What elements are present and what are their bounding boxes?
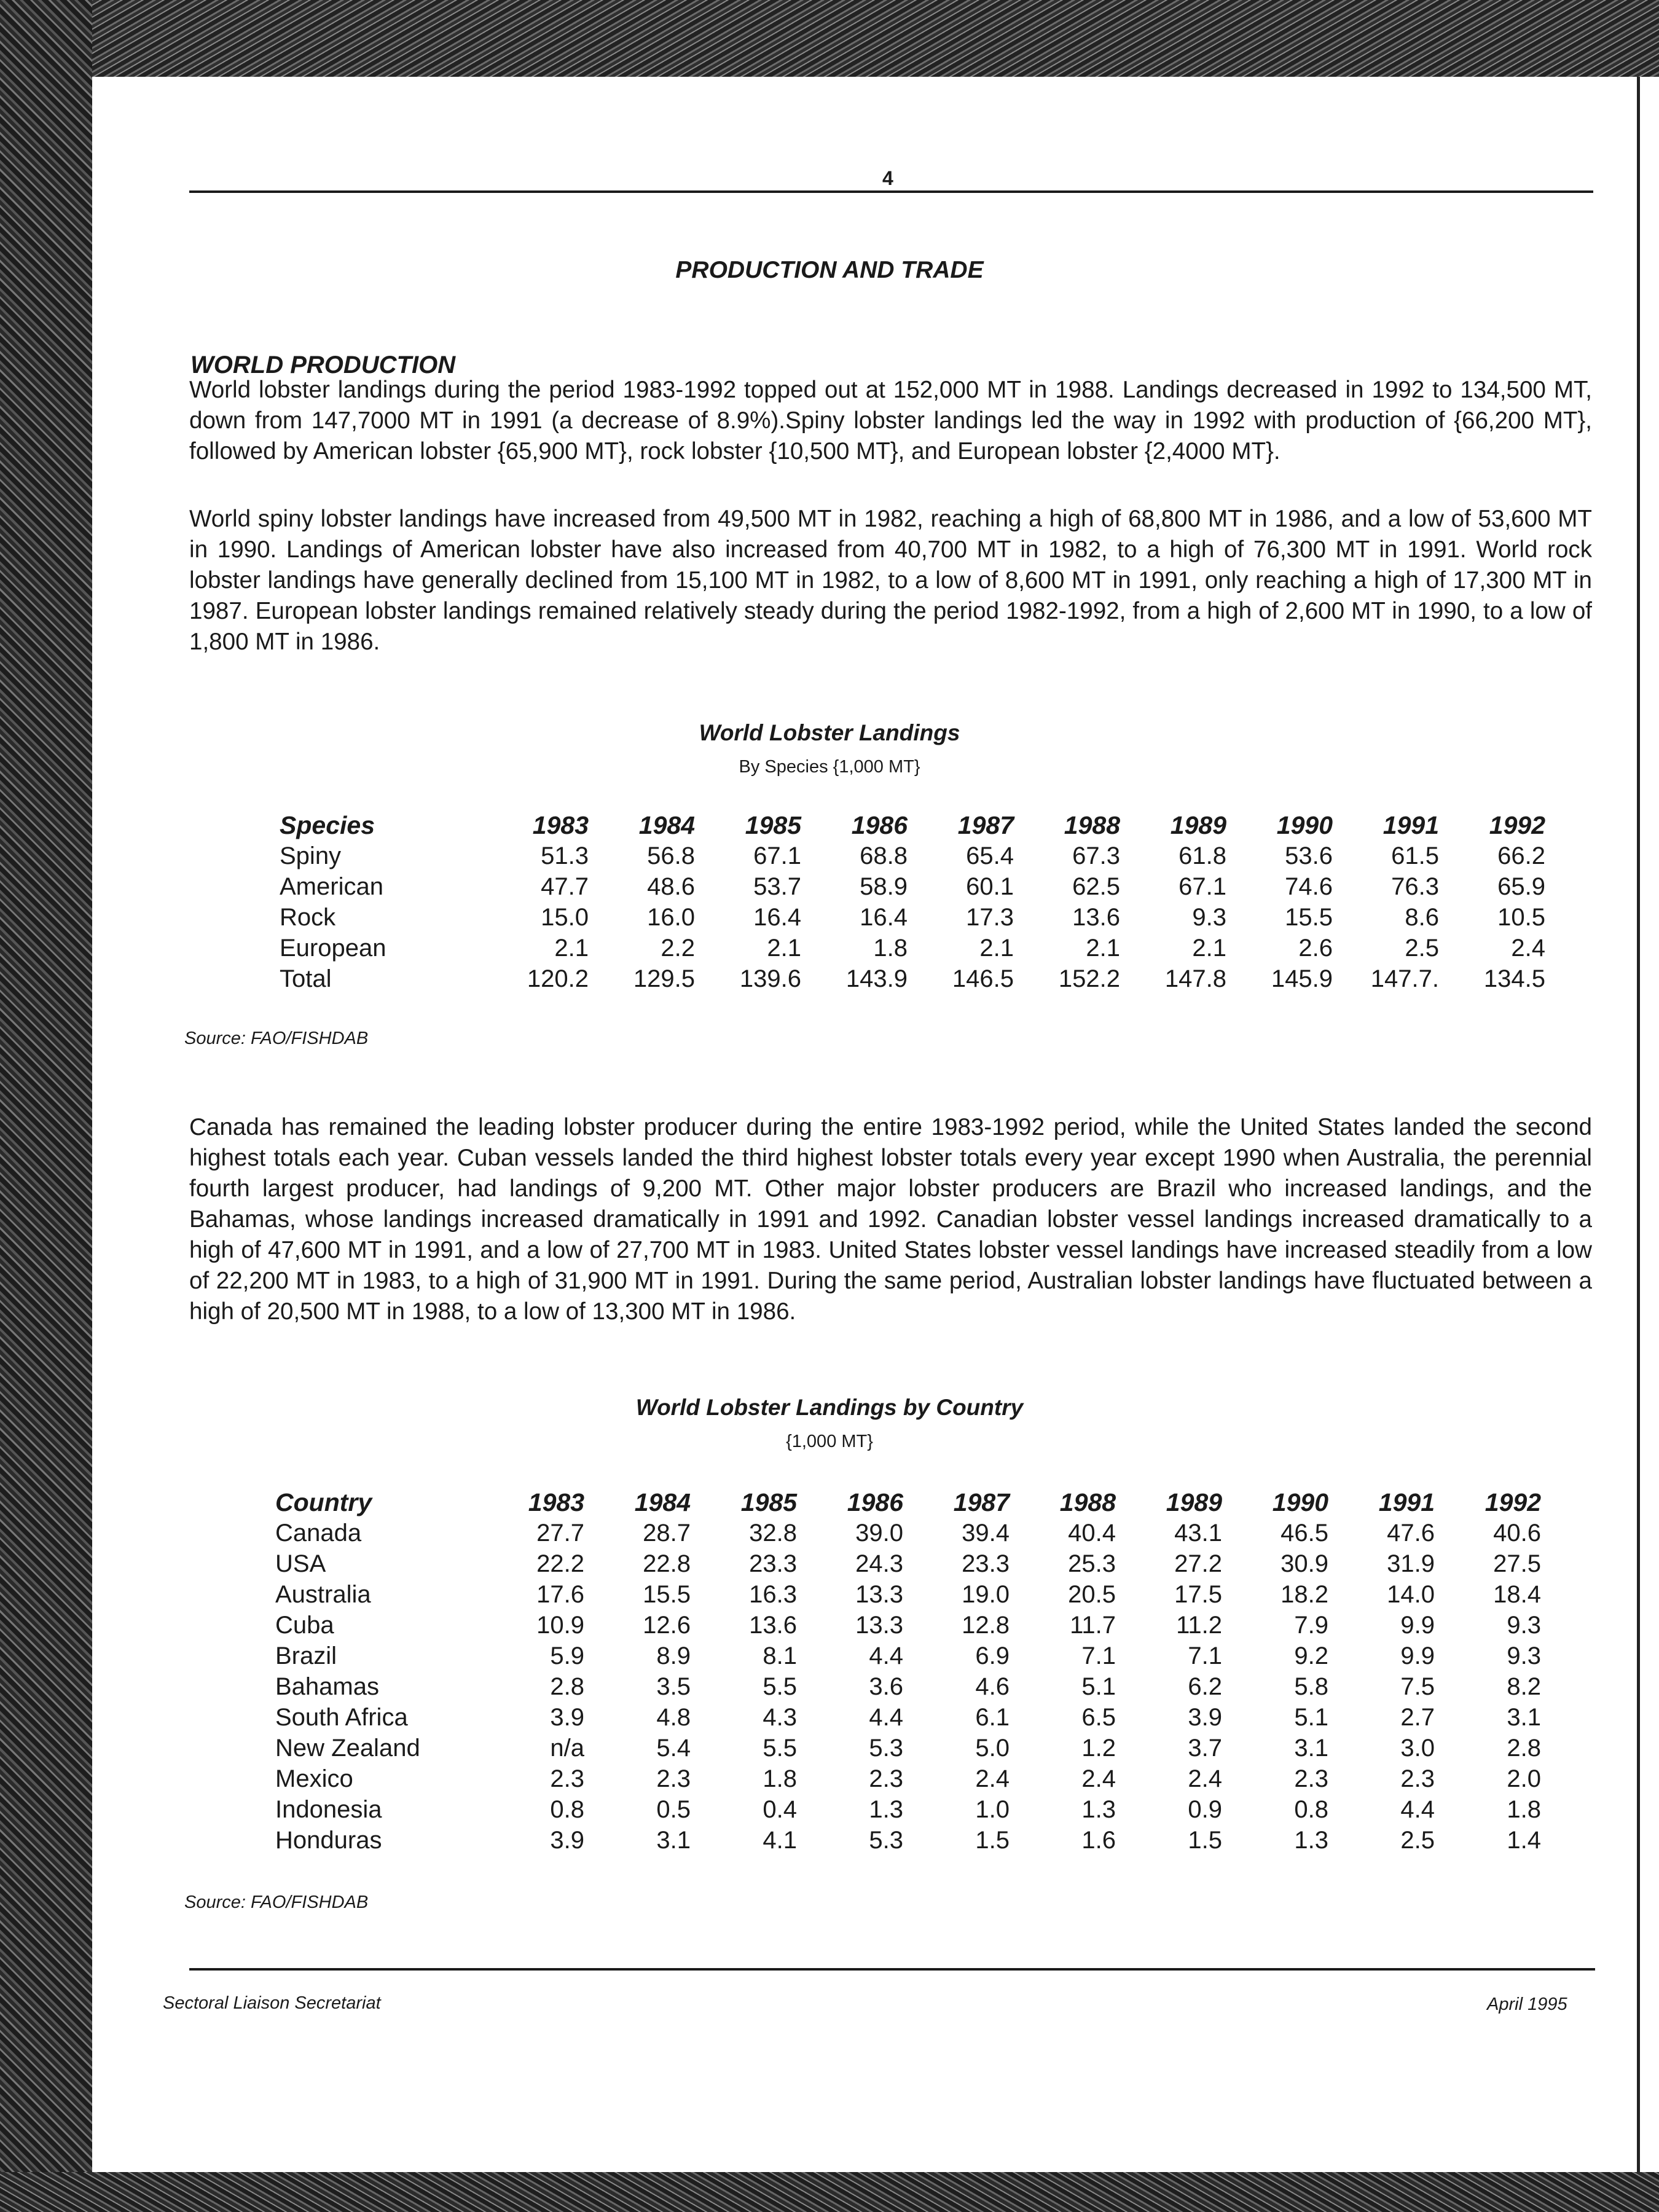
table-cell: 1.8	[873, 935, 908, 962]
table-row	[275, 1733, 1541, 1763]
table-row	[275, 1610, 1541, 1641]
table-cell: 9.2	[1294, 1642, 1328, 1669]
table-cell: 47.6	[1387, 1520, 1435, 1547]
table-cell: 27.2	[1174, 1550, 1222, 1577]
table-cell: 146.5	[952, 965, 1014, 992]
row-label: European	[280, 935, 386, 962]
table-row	[280, 871, 1545, 902]
row-label: Mexico	[275, 1765, 353, 1792]
table-cell: 9.9	[1400, 1612, 1435, 1639]
table-cell: 24.3	[855, 1550, 903, 1577]
column-header-year: 1984	[638, 811, 695, 839]
table-cell: 1.8	[1507, 1796, 1541, 1823]
table-cell: 1.0	[975, 1796, 1010, 1823]
table-cell: 3.1	[1294, 1735, 1328, 1762]
table-cell: 2.1	[1086, 935, 1120, 962]
table-row	[280, 902, 1545, 933]
table-cell: 67.3	[1072, 842, 1120, 869]
table-cell: 67.1	[1179, 873, 1226, 900]
table-cell: 1.5	[1188, 1827, 1222, 1854]
table-row	[280, 841, 1545, 871]
table-cell: 22.8	[643, 1550, 691, 1577]
table-cell: 30.9	[1281, 1550, 1328, 1577]
table-cell: 27.7	[536, 1520, 584, 1547]
table-row	[275, 1548, 1541, 1579]
table-cell: 61.5	[1391, 842, 1439, 869]
column-header-year: 1988	[1059, 1488, 1116, 1516]
table-cell: 7.5	[1400, 1673, 1435, 1700]
table-cell: 17.5	[1174, 1581, 1222, 1608]
table-cell: 0.9	[1188, 1796, 1222, 1823]
scan-border-top	[0, 0, 1659, 77]
table-cell: 61.8	[1179, 842, 1226, 869]
table-cell: 11.2	[1176, 1612, 1222, 1639]
table-cell: 51.3	[541, 842, 589, 869]
table-cell: 3.1	[1507, 1704, 1541, 1731]
table-cell: 0.5	[656, 1796, 691, 1823]
row-label: Rock	[280, 904, 336, 931]
table-cell: 66.2	[1497, 842, 1545, 869]
table-cell: 9.3	[1507, 1642, 1541, 1669]
table-cell: 152.2	[1058, 965, 1120, 992]
table-cell: 8.9	[656, 1642, 691, 1669]
table-row	[280, 963, 1545, 994]
table-cell: 4.4	[869, 1642, 903, 1669]
table-cell: 2.4	[1081, 1765, 1116, 1792]
table-cell: 2.3	[1294, 1765, 1328, 1792]
table-cell: 25.3	[1068, 1550, 1116, 1577]
table-cell: 2.6	[1298, 935, 1333, 962]
header-rule	[189, 190, 1593, 193]
table-cell: 4.1	[763, 1827, 797, 1854]
table-cell: 9.3	[1192, 904, 1226, 931]
table-row	[280, 933, 1545, 963]
table-cell: 5.1	[1081, 1673, 1116, 1700]
table-cell: 39.0	[855, 1520, 903, 1547]
table-cell: 17.3	[966, 904, 1014, 931]
table-cell: 139.6	[739, 965, 801, 992]
table-cell: 60.1	[966, 873, 1014, 900]
table-cell: 8.1	[763, 1642, 797, 1669]
table-row	[275, 1702, 1541, 1733]
table-cell: 46.5	[1281, 1520, 1328, 1547]
table-cell: 18.2	[1281, 1581, 1328, 1608]
table-cell: 48.6	[647, 873, 695, 900]
table-cell: 2.1	[554, 935, 589, 962]
table-cell: 2.3	[656, 1765, 691, 1792]
table-cell: 4.8	[656, 1704, 691, 1731]
table-cell: 7.1	[1188, 1642, 1222, 1669]
scan-border-bottom	[0, 2172, 1659, 2212]
table-cell: 5.3	[869, 1735, 903, 1762]
table-row	[275, 1825, 1541, 1856]
row-label: American	[280, 873, 383, 900]
table-cell: 3.9	[550, 1827, 584, 1854]
table-cell: 2.4	[975, 1765, 1010, 1792]
row-label: South Africa	[275, 1704, 408, 1731]
table-cell: 18.4	[1493, 1581, 1541, 1608]
table-cell: 76.3	[1391, 873, 1439, 900]
column-header-year: 1992	[1484, 1488, 1541, 1516]
table-cell: n/a	[550, 1735, 584, 1762]
table-cell: 6.5	[1081, 1704, 1116, 1731]
footer-rule	[189, 1968, 1595, 1971]
species-table-subtitle: By Species {1,000 MT}	[739, 757, 920, 777]
table-cell: 3.9	[550, 1704, 584, 1731]
table-cell: 2.1	[979, 935, 1014, 962]
column-header-year: 1983	[528, 1488, 584, 1516]
table-cell: 31.9	[1387, 1550, 1435, 1577]
table-cell: 2.8	[550, 1673, 584, 1700]
table-cell: 15.5	[643, 1581, 691, 1608]
table-cell: 19.0	[962, 1581, 1010, 1608]
row-label: Brazil	[275, 1642, 337, 1669]
row-label: New Zealand	[275, 1735, 420, 1762]
table-cell: 1.3	[869, 1796, 903, 1823]
table-cell: 13.3	[855, 1612, 903, 1639]
table-cell: 5.1	[1294, 1704, 1328, 1731]
table-cell: 0.8	[1294, 1796, 1328, 1823]
table-cell: 74.6	[1285, 873, 1333, 900]
footer-date: April 1995	[1487, 1994, 1567, 2014]
table-cell: 3.9	[1188, 1704, 1222, 1731]
table-cell: 23.3	[749, 1550, 797, 1577]
table-cell: 5.8	[1294, 1673, 1328, 1700]
table-cell: 2.1	[1192, 935, 1226, 962]
table-header-row	[275, 1487, 1541, 1518]
table-cell: 2.5	[1405, 935, 1439, 962]
table-row	[275, 1579, 1541, 1610]
column-header-year: 1985	[740, 1488, 797, 1516]
table-cell: 5.5	[763, 1735, 797, 1762]
table-cell: 2.4	[1511, 935, 1545, 962]
column-header-year: 1984	[634, 1488, 691, 1516]
table-row	[275, 1518, 1541, 1548]
table-cell: 4.4	[1400, 1796, 1435, 1823]
table-cell: 17.6	[536, 1581, 584, 1608]
paragraph-country-trends: Canada has remained the leading lobster producer during the entire 1983-1992 period, while the United States landed the second highest totals each year. Cuban vessels landed the third highest lobster totals every year except 1990 when Australia, the perennial fourth largest producer, had landings of 9,200 MT. Other major lobster producers are Brazil who increased landings, and the Bahamas, whose landings increased dramatically in 1991 and 1992. Canadian lobster vessel landings increased dramatically to a high of 47,600 MT in 1991, and a low of 27,700 MT in 1983. United States lobster vessel landings have increased steadily from a low of 22,200 MT in 1983, to a high of 31,900 MT in 1991. During the same period, Australian lobster landings have fluctuated between a high of 20,500 MT in 1988, to a low of 13,300 MT in 1986.	[189, 1114, 1592, 1325]
subheading-world-production: WORLD PRODUCTION	[190, 351, 456, 378]
table-cell: 2.5	[1400, 1827, 1435, 1854]
table-cell: 53.6	[1285, 842, 1333, 869]
table-cell: 6.9	[975, 1642, 1010, 1669]
table-cell: 3.1	[656, 1827, 691, 1854]
table-cell: 13.6	[1072, 904, 1120, 931]
table-cell: 9.3	[1507, 1612, 1541, 1639]
table-cell: 134.5	[1483, 965, 1545, 992]
table-cell: 7.1	[1081, 1642, 1116, 1669]
table-cell: 0.4	[763, 1796, 797, 1823]
row-label: Honduras	[275, 1827, 382, 1854]
table-cell: 1.8	[763, 1765, 797, 1792]
table-cell: 147.8	[1164, 965, 1226, 992]
table-cell: 56.8	[647, 842, 695, 869]
column-header-year: 1988	[1064, 811, 1120, 839]
table-cell: 16.4	[860, 904, 908, 931]
table-cell: 1.6	[1081, 1827, 1116, 1854]
table-cell: 47.7	[541, 873, 589, 900]
column-header-year: 1987	[957, 811, 1014, 839]
table-cell: 1.3	[1081, 1796, 1116, 1823]
column-header-year: 1991	[1382, 811, 1439, 839]
table-cell: 68.8	[860, 842, 908, 869]
column-header-year: 1986	[851, 811, 908, 839]
table-cell: 3.0	[1400, 1735, 1435, 1762]
table-cell: 2.4	[1188, 1765, 1222, 1792]
row-label: Total	[280, 965, 332, 992]
country-table-source: Source: FAO/FISHDAB	[184, 1892, 369, 1912]
column-header-year: 1989	[1170, 811, 1226, 839]
table-cell: 11.7	[1070, 1612, 1116, 1639]
table-cell: 5.4	[656, 1735, 691, 1762]
table-header-row	[280, 810, 1545, 841]
row-label: Cuba	[275, 1612, 334, 1639]
table-cell: 4.4	[869, 1704, 903, 1731]
row-label: Spiny	[280, 842, 342, 869]
table-cell: 65.9	[1497, 873, 1545, 900]
table-cell: 40.6	[1493, 1520, 1541, 1547]
table-cell: 3.5	[656, 1673, 691, 1700]
row-label: Indonesia	[275, 1796, 382, 1823]
table-cell: 10.9	[536, 1612, 584, 1639]
table-row	[275, 1671, 1541, 1702]
table-cell: 12.8	[962, 1612, 1010, 1639]
scan-border-left	[0, 0, 92, 2212]
table-cell: 1.2	[1081, 1735, 1116, 1762]
country-table-title: World Lobster Landings by Country	[635, 1395, 1024, 1420]
column-header-year: 1990	[1272, 1488, 1328, 1516]
table-cell: 65.4	[966, 842, 1014, 869]
column-header-year: 1987	[953, 1488, 1010, 1516]
table-cell: 58.9	[860, 873, 908, 900]
species-table-source: Source: FAO/FISHDAB	[184, 1029, 369, 1048]
table-cell: 16.0	[647, 904, 695, 931]
table-cell: 28.7	[643, 1520, 691, 1547]
scan-border-right	[1637, 77, 1640, 2172]
species-table-title: World Lobster Landings	[699, 720, 960, 745]
table-cell: 5.3	[869, 1827, 903, 1854]
table-row	[275, 1641, 1541, 1671]
table-row	[275, 1763, 1541, 1794]
footer-organization: Sectoral Liaison Secretariat	[163, 1993, 381, 2013]
table-cell: 5.9	[550, 1642, 584, 1669]
table-cell: 6.2	[1188, 1673, 1222, 1700]
row-label: Canada	[275, 1520, 362, 1547]
column-header-year: 1992	[1489, 811, 1545, 839]
table-cell: 8.6	[1405, 904, 1439, 931]
table-cell: 13.6	[749, 1612, 797, 1639]
table-cell: 1.4	[1507, 1827, 1541, 1854]
table-cell: 32.8	[749, 1520, 797, 1547]
row-label: USA	[275, 1550, 326, 1577]
table-cell: 143.9	[845, 965, 908, 992]
table-cell: 16.4	[753, 904, 801, 931]
table-cell: 9.9	[1400, 1642, 1435, 1669]
table-cell: 3.7	[1188, 1735, 1222, 1762]
table-cell: 14.0	[1387, 1581, 1435, 1608]
table-cell: 20.5	[1068, 1581, 1116, 1608]
table-cell: 147.7.	[1370, 965, 1439, 992]
table-cell: 2.0	[1507, 1765, 1541, 1792]
table-cell: 2.3	[869, 1765, 903, 1792]
country-landings-table	[275, 1487, 1541, 1856]
table-cell: 6.1	[975, 1704, 1010, 1731]
page-number: 4	[882, 167, 893, 189]
column-header-label: Species	[280, 811, 375, 839]
table-cell: 3.6	[869, 1673, 903, 1700]
table-cell: 5.0	[975, 1735, 1010, 1762]
column-header-year: 1990	[1276, 811, 1333, 839]
table-cell: 43.1	[1174, 1520, 1222, 1547]
table-cell: 15.0	[541, 904, 589, 931]
table-cell: 2.3	[1400, 1765, 1435, 1792]
table-cell: 22.2	[536, 1550, 584, 1577]
column-header-year: 1991	[1378, 1488, 1435, 1516]
species-landings-table	[280, 810, 1545, 994]
paragraph-world-landings: World lobster landings during the period 1983-1992 topped out at 152,000 MT in 1988. Landings decreased in 1992 to 134,500 MT, down from 147,7000 MT in 1991 (a decrease of 8.9%).Spiny lobster landings led the way in 1992 with production of {66,200 MT}, followed by American lobster {65,900 MT}, rock lobster {10,500 MT}, and European lobster {2,4000 MT}.	[189, 377, 1592, 465]
table-cell: 2.7	[1400, 1704, 1435, 1731]
table-cell: 8.2	[1507, 1673, 1541, 1700]
table-cell: 39.4	[962, 1520, 1010, 1547]
table-cell: 4.3	[763, 1704, 797, 1731]
section-title: PRODUCTION AND TRADE	[675, 257, 984, 283]
table-cell: 23.3	[962, 1550, 1010, 1577]
table-cell: 27.5	[1493, 1550, 1541, 1577]
table-cell: 10.5	[1497, 904, 1545, 931]
column-header-year: 1989	[1166, 1488, 1222, 1516]
table-cell: 15.5	[1285, 904, 1333, 931]
table-cell: 2.8	[1507, 1735, 1541, 1762]
table-cell: 2.1	[767, 935, 801, 962]
table-cell: 0.8	[550, 1796, 584, 1823]
table-cell: 4.6	[975, 1673, 1010, 1700]
table-cell: 120.2	[527, 965, 589, 992]
table-cell: 53.7	[753, 873, 801, 900]
paragraph-species-trends: World spiny lobster landings have increased from 49,500 MT in 1982, reaching a high of 68,800 MT in 1986, and a low of 53,600 MT in 1990. Landings of American lobster have also increased from 40,700 MT in 1982, to a high of 76,300 MT in 1991. World rock lobster landings have generally declined from 15,100 MT in 1982, to a low of 8,600 MT in 1991, only reaching a high of 17,300 MT in 1987. European lobster landings remained relatively steady during the period 1982-1992, from a high of 2,600 MT in 1990, to a low of 1,800 MT in 1986.	[189, 506, 1592, 655]
column-header-year: 1985	[745, 811, 801, 839]
column-header-year: 1986	[847, 1488, 903, 1516]
table-cell: 62.5	[1072, 873, 1120, 900]
table-cell: 16.3	[749, 1581, 797, 1608]
row-label: Bahamas	[275, 1673, 379, 1700]
table-row	[275, 1794, 1541, 1825]
table-cell: 1.3	[1294, 1827, 1328, 1854]
table-cell: 40.4	[1068, 1520, 1116, 1547]
country-table-subtitle: {1,000 MT}	[786, 1432, 873, 1451]
table-cell: 2.2	[661, 935, 695, 962]
table-cell: 145.9	[1271, 965, 1333, 992]
column-header-label: Country	[275, 1488, 372, 1516]
table-cell: 67.1	[753, 842, 801, 869]
table-cell: 7.9	[1294, 1612, 1328, 1639]
table-cell: 5.5	[763, 1673, 797, 1700]
table-cell: 13.3	[855, 1581, 903, 1608]
table-cell: 12.6	[643, 1612, 691, 1639]
table-cell: 2.3	[550, 1765, 584, 1792]
table-cell: 1.5	[975, 1827, 1010, 1854]
column-header-year: 1983	[532, 811, 589, 839]
table-cell: 129.5	[633, 965, 695, 992]
row-label: Australia	[275, 1581, 371, 1608]
